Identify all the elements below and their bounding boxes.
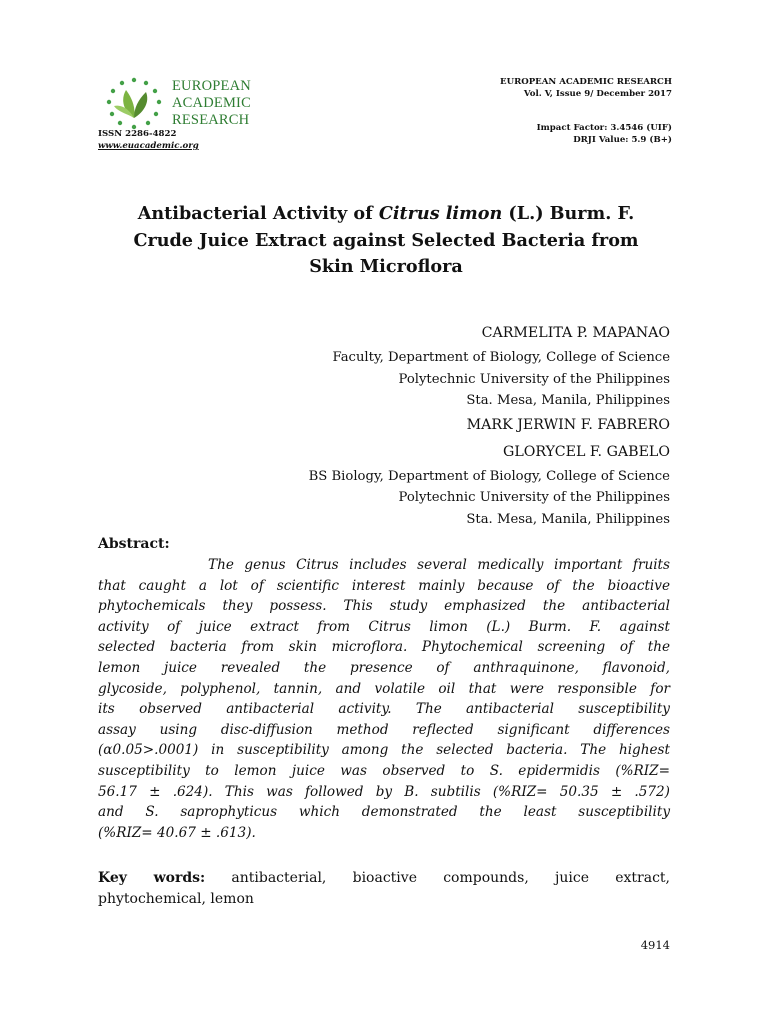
- author-1: CARMELITA P. MAPANAO: [481, 325, 670, 341]
- title-part-2: (L.) Burm. F.: [502, 203, 635, 224]
- logo-star-wreath-icon: [98, 74, 172, 134]
- abstract-line: and S. saprophyticus which demonstrated the least susceptibility: [98, 804, 670, 821]
- abstract-line: susceptibility to lemon juice was observed to S. epidermidis (%RIZ=: [98, 762, 670, 779]
- journal-metrics: [537, 123, 672, 146]
- keywords-label: Key words:: [98, 870, 206, 886]
- logo-line-2: ACADEMIC: [172, 95, 251, 111]
- keywords: [98, 868, 670, 910]
- author-2: MARK JERWIN F. FABRERO: [466, 416, 670, 433]
- page-number: 4914: [640, 938, 670, 952]
- abstract-line: 56.17 ± .624). This was followed by B. subtilis (%RIZ= 50.35 ± .572): [98, 783, 670, 800]
- abstract-line: (%RIZ= 40.67 ± .613).: [98, 824, 256, 841]
- title-line-3: Skin Microflora: [309, 256, 463, 277]
- abstract-line: phytochemicals they possess. This study emphasized the antibacterial: [98, 598, 670, 615]
- author-3: GLORYCEL F. GABELO: [503, 443, 670, 460]
- abstract-line: that caught a lot of scientific interest mainly because of the bioactive: [98, 577, 670, 594]
- paper-title: [98, 201, 674, 281]
- journal-header: [500, 77, 672, 100]
- abstract-line: its observed antibacterial activity. The antibacterial susceptibility: [98, 701, 670, 718]
- keywords-text-1: antibacterial, bioactive compounds, juice extract,: [205, 870, 670, 886]
- leaf-icon: [114, 90, 147, 118]
- logo-line-1: EUROPEAN: [172, 78, 251, 94]
- abstract-heading: Abstract:: [98, 536, 170, 552]
- website-link[interactable]: www.euacademic.org: [98, 141, 199, 151]
- abstract-line: The genus Citrus includes several medically important fruits: [208, 557, 670, 573]
- affiliation-2-line-3: Sta. Mesa, Manila, Philippines: [466, 511, 670, 527]
- logo-line-3: RESEARCH: [172, 112, 250, 128]
- abstract-line: lemon juice revealed the presence of anthraquinone, flavonoid,: [98, 659, 670, 676]
- title-species: Citrus limon: [378, 203, 503, 224]
- affiliation-1-line-3: Sta. Mesa, Manila, Philippines: [466, 393, 670, 408]
- title-part-1: Antibacterial Activity of: [137, 203, 379, 224]
- author-block: [110, 320, 670, 530]
- keywords-text-2: phytochemical, lemon: [98, 891, 254, 907]
- affiliation-1-line-2: Polytechnic University of the Philippines: [398, 371, 670, 387]
- journal-name: EUROPEAN ACADEMIC RESEARCH: [500, 77, 672, 87]
- affiliation-2-line-2: Polytechnic University of the Philippines: [398, 490, 670, 505]
- abstract-line: selected bacteria from skin microflora. Phytochemical screening of the: [98, 639, 670, 656]
- issn: ISSN 2286-4822: [98, 129, 177, 139]
- logo-text: [172, 78, 251, 129]
- impact-factor: Impact Factor: 3.4546 (UIF): [536, 123, 672, 133]
- title-line-1: [98, 201, 674, 228]
- journal-logo: [98, 74, 268, 134]
- keywords-line-1: [98, 868, 670, 889]
- affiliation-1-line-1: Faculty, Department of Biology, College of Science: [332, 350, 670, 365]
- drji-value: DRJI Value: 5.9 (B+): [573, 134, 672, 145]
- abstract-line: (α0.05>.0001) in susceptibility among the selected bacteria. The highest: [98, 742, 670, 759]
- abstract-line: assay using disc-diffusion method reflected significant differences: [98, 721, 670, 738]
- abstract-body: [98, 555, 670, 843]
- abstract-line: activity of juice extract from Citrus limon (L.) Burm. F. against: [98, 618, 670, 635]
- title-line-2: Crude Juice Extract against Selected Bacteria from: [133, 229, 639, 251]
- affiliation-2-line-1: BS Biology, Department of Biology, College of Science: [308, 468, 670, 484]
- journal-issue: Vol. V, Issue 9/ December 2017: [523, 88, 672, 99]
- abstract-line: glycoside, polyphenol, tannin, and volatile oil that were responsible for: [98, 680, 670, 697]
